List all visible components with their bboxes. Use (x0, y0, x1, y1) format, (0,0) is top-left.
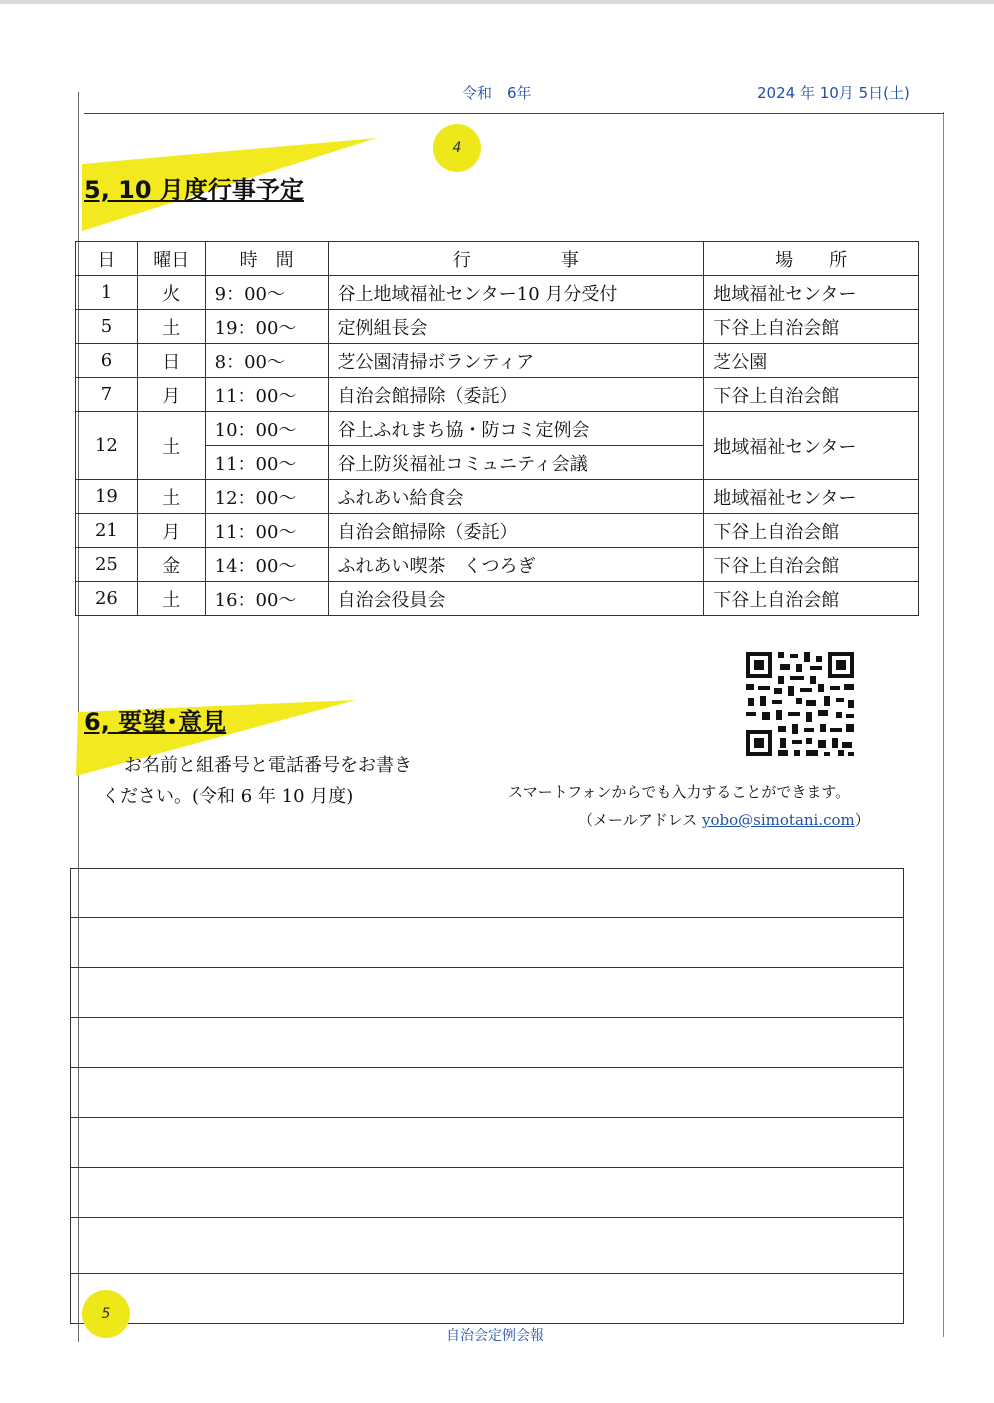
cell-weekday: 土 (137, 310, 205, 344)
qr-note (508, 778, 870, 834)
schedule-table (75, 241, 919, 616)
cell-time: 14：00～ (205, 548, 328, 582)
header-date: 2024 年 10月 5日(土) (757, 84, 910, 102)
col-header-event: 行 事 (328, 242, 704, 276)
cell-place: 地域福祉センター (704, 412, 919, 480)
cell-weekday: 月 (137, 514, 205, 548)
cell-day: 6 (76, 344, 138, 378)
cell-time: 11：00～ (205, 378, 328, 412)
qr-note-line-1: スマートフォンからでも入力することができます。 (508, 783, 851, 801)
cell-event: 谷上防災福祉コミュニティ会議 (328, 446, 704, 480)
cell-event: 谷上ふれまち協・防コミ定例会 (328, 412, 704, 446)
col-header-place: 場 所 (704, 242, 919, 276)
cell-time: 9：00～ (205, 276, 328, 310)
cell-day: 7 (76, 378, 138, 412)
writing-line (71, 1017, 903, 1018)
cell-event: ふれあい給食会 (328, 480, 704, 514)
header-rule (84, 113, 944, 114)
cell-place: 下谷上自治会館 (704, 378, 919, 412)
cell-place: 地域福祉センター (704, 480, 919, 514)
table-row (76, 548, 919, 582)
instruction-line-1: お名前と組番号と電話番号をお書き (124, 755, 412, 776)
writing-line (71, 1067, 903, 1068)
cell-event: 谷上地域福祉センター10 月分受付 (328, 276, 704, 310)
schedule-header-row (76, 242, 919, 276)
table-row (76, 514, 919, 548)
writing-line (71, 1167, 903, 1168)
section5-title: 5, 10 月度行事予定 (84, 176, 304, 204)
cell-day: 26 (76, 582, 138, 616)
page-frame-right (943, 112, 944, 1337)
table-row (76, 344, 919, 378)
cell-place: 芝公園 (704, 344, 919, 378)
cell-time: 8：00～ (205, 344, 328, 378)
writing-line (71, 967, 903, 968)
cell-weekday: 日 (137, 344, 205, 378)
cell-day: 12 (76, 412, 138, 480)
table-row (76, 480, 919, 514)
cell-weekday: 土 (137, 582, 205, 616)
header-era: 令和 6年 (462, 84, 532, 102)
cell-place: 下谷上自治会館 (704, 582, 919, 616)
table-row (76, 310, 919, 344)
email-link[interactable]: yobo@simotani.com (702, 811, 855, 829)
cell-weekday: 土 (137, 480, 205, 514)
cell-time: 16：00～ (205, 582, 328, 616)
table-row (76, 378, 919, 412)
cell-day: 21 (76, 514, 138, 548)
page-number-badge-bottom: 5 (82, 1290, 130, 1338)
section6-instruction (102, 750, 482, 812)
top-edge-line (0, 0, 994, 4)
writing-line (71, 917, 903, 918)
cell-event: 自治会館掃除（委託） (328, 514, 704, 548)
cell-place: 地域福祉センター (704, 276, 919, 310)
cell-event: 定例組長会 (328, 310, 704, 344)
cell-time: 10：00～ (205, 412, 328, 446)
cell-place: 下谷上自治会館 (704, 310, 919, 344)
instruction-line-2: ください。(令和 6 年 10 月度) (102, 786, 354, 807)
cell-day: 25 (76, 548, 138, 582)
cell-time: 11：00～ (205, 514, 328, 548)
cell-event: ふれあい喫茶 くつろぎ (328, 548, 704, 582)
cell-weekday: 火 (137, 276, 205, 310)
table-row (76, 412, 919, 446)
qr-code-image[interactable] (744, 650, 856, 758)
section6-title: 6, 要望･意見 (84, 708, 227, 736)
cell-weekday: 金 (137, 548, 205, 582)
page-number-badge-top: 4 (433, 124, 481, 172)
qr-note-suffix: ） (854, 811, 870, 829)
cell-place: 下谷上自治会館 (704, 548, 919, 582)
cell-event: 自治会役員会 (328, 582, 704, 616)
cell-place: 下谷上自治会館 (704, 514, 919, 548)
qr-note-prefix: （メールアドレス (578, 811, 703, 829)
table-row (76, 276, 919, 310)
cell-day: 5 (76, 310, 138, 344)
cell-event: 自治会館掃除（委託） (328, 378, 704, 412)
table-row (76, 582, 919, 616)
cell-time: 19：00～ (205, 310, 328, 344)
cell-weekday: 土 (137, 412, 205, 480)
cell-time: 11：00～ (205, 446, 328, 480)
writing-line (71, 1217, 903, 1218)
col-header-time: 時 間 (205, 242, 328, 276)
footer-publication-name: 自治会定例会報 (446, 1328, 544, 1344)
comment-writing-area[interactable] (70, 868, 904, 1324)
col-header-weekday: 曜日 (137, 242, 205, 276)
cell-weekday: 月 (137, 378, 205, 412)
cell-day: 1 (76, 276, 138, 310)
cell-time: 12：00～ (205, 480, 328, 514)
col-header-day: 日 (76, 242, 138, 276)
writing-line (71, 1117, 903, 1118)
cell-event: 芝公園清掃ボランティア (328, 344, 704, 378)
cell-day: 19 (76, 480, 138, 514)
writing-line (71, 1273, 903, 1274)
qr-note-line-2 (508, 806, 870, 834)
